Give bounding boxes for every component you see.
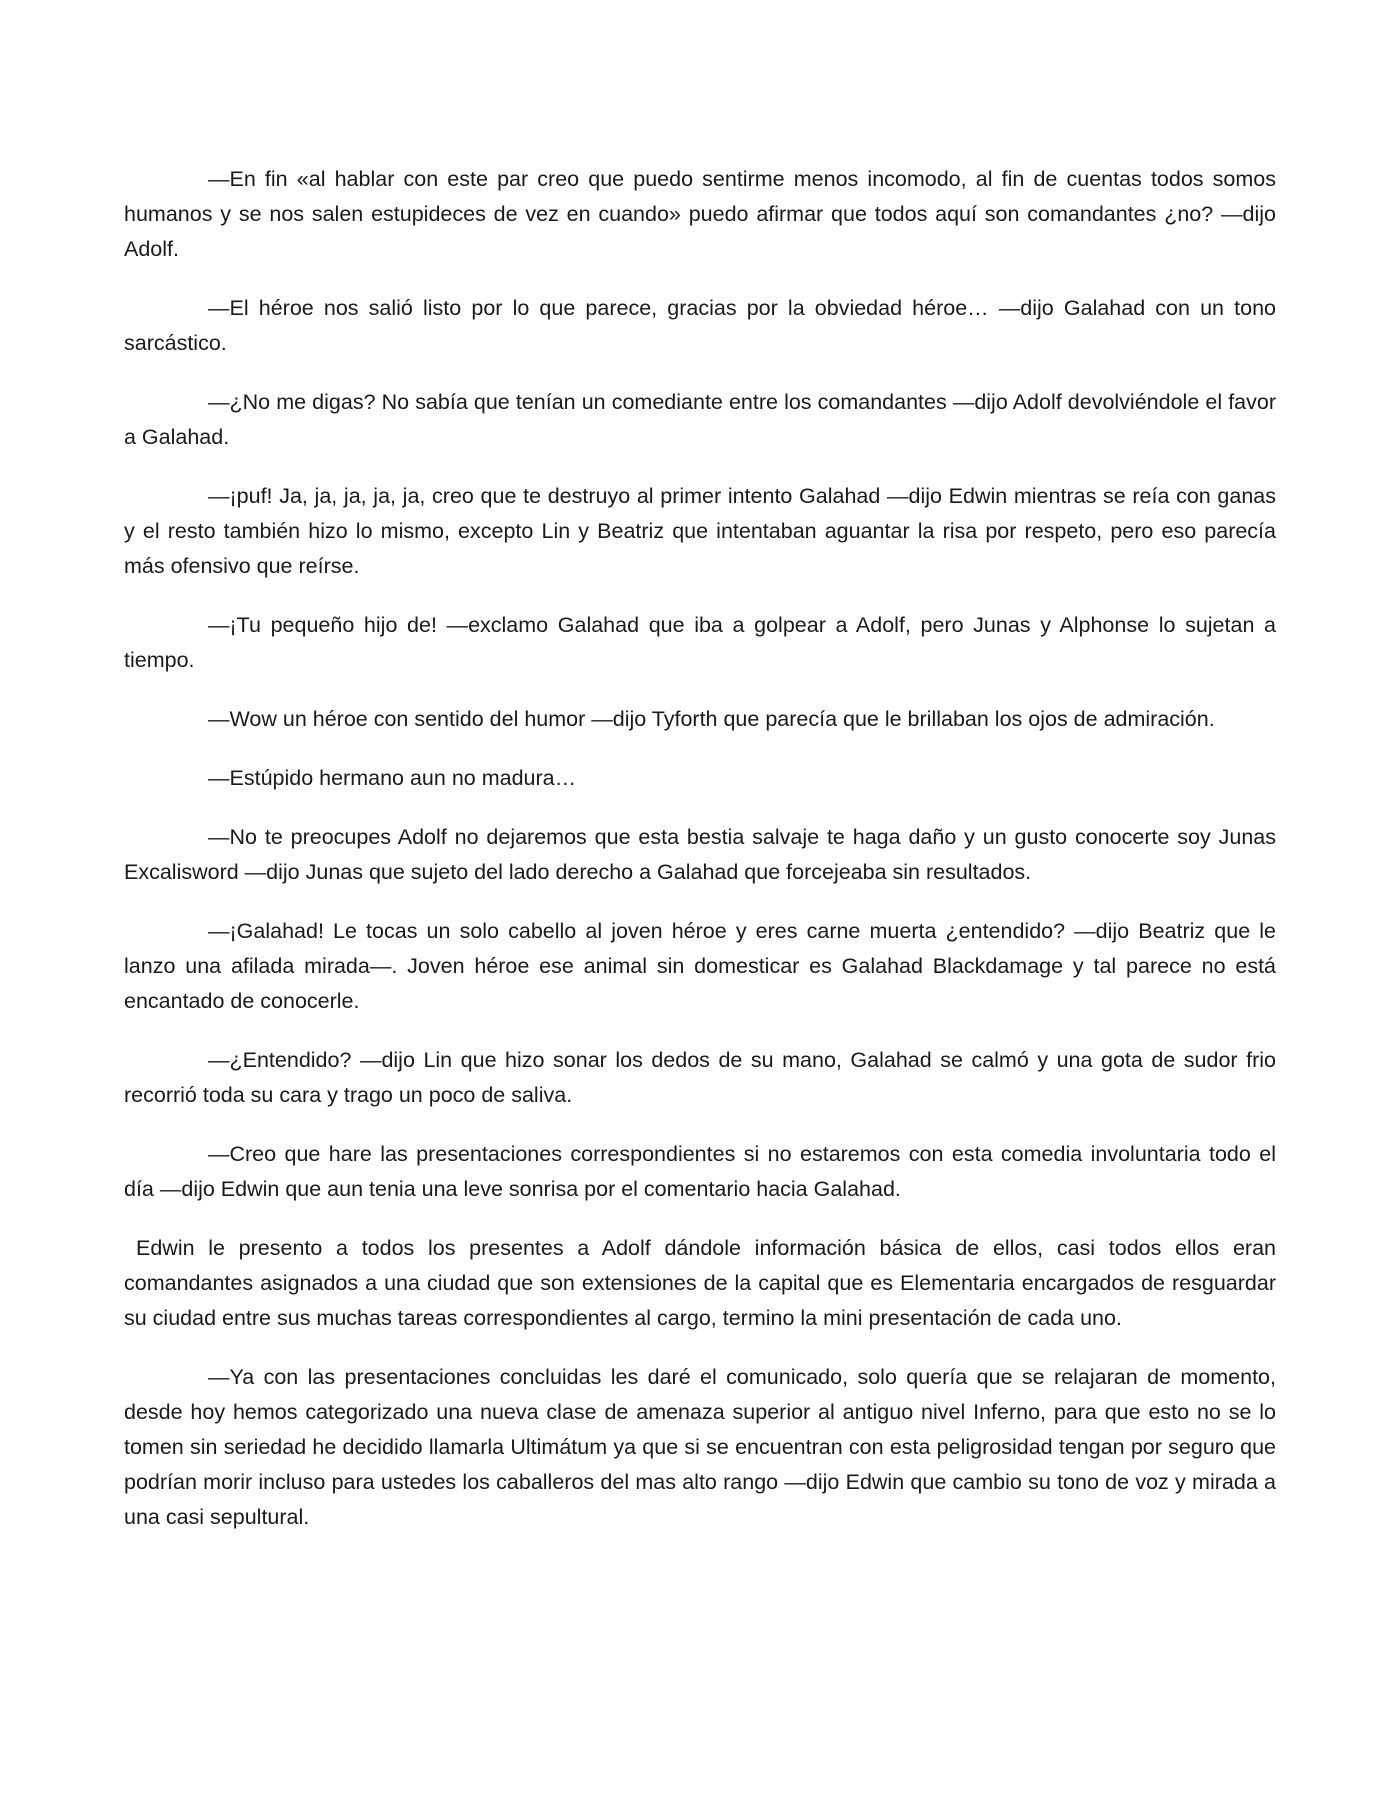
paragraph-2: —El héroe nos salió listo por lo que parece, gracias por la obviedad héroe… —dijo Galahad con un tono sarcástico.	[124, 296, 1276, 355]
paragraph-9: —¡Galahad! Le tocas un solo cabello al joven héroe y eres carne muerta ¿entendido? —dijo Beatriz que le lanzo una afilada mirada—. Joven héroe ese animal sin domesticar es Galahad Blackdamage y tal parece no está encantado de conocerle.	[124, 919, 1276, 1013]
paragraph-5: —¡Tu pequeño hijo de! —exclamo Galahad que iba a golpear a Adolf, pero Junas y Alphonse lo sujetan a tiempo.	[124, 613, 1276, 672]
document-page	[124, 162, 1276, 1559]
paragraph-6: —Wow un héroe con sentido del humor —dijo Tyforth que parecía que le brillaban los ojos de admiración.	[208, 707, 1215, 731]
paragraph-13: —Ya con las presentaciones concluidas les daré el comunicado, solo quería que se relajaran de momento, desde hoy hemos categorizado una nueva clase de amenaza superior al antiguo nivel Inferno, para que esto no se lo tomen sin seriedad he decidido llamarla Ultimátum ya que si se encuentran con esta peligrosidad tengan por seguro que podrían morir incluso para ustedes los caballeros del mas alto rango —dijo Edwin que cambio su tono de voz y mirada a una casi sepultural.	[124, 1365, 1276, 1529]
paragraph-10: —¿Entendido? —dijo Lin que hizo sonar los dedos de su mano, Galahad se calmó y una gota de sudor frio recorrió toda su cara y trago un poco de saliva.	[124, 1048, 1276, 1107]
paragraph-12: Edwin le presento a todos los presentes a Adolf dándole información básica de ellos, casi todos ellos eran comandantes asignados a una ciudad que son extensiones de la capital que es Elementaria encargados de resguardar su ciudad entre sus muchas tareas correspondientes al cargo, termino la mini presentación de cada uno.	[124, 1236, 1276, 1330]
paragraph-1: —En fin «al hablar con este par creo que puedo sentirme menos incomodo, al fin de cuentas todos somos humanos y se nos salen estupideces de vez en cuando» puedo afirmar que todos aquí son comandantes ¿no? —dijo Adolf.	[124, 167, 1276, 261]
paragraph-4: —¡puf! Ja, ja, ja, ja, ja, creo que te destruyo al primer intento Galahad —dijo Edwin mientras se reía con ganas y el resto también hizo lo mismo, excepto Lin y Beatriz que intentaban aguantar la risa por respeto, pero eso parecía más ofensivo que reírse.	[124, 484, 1276, 578]
paragraph-3: —¿No me digas? No sabía que tenían un comediante entre los comandantes —dijo Adolf devolviéndole el favor a Galahad.	[124, 390, 1276, 449]
paragraph-7: —Estúpido hermano aun no madura…	[208, 766, 577, 790]
paragraph-8: —No te preocupes Adolf no dejaremos que esta bestia salvaje te haga daño y un gusto conocerte soy Junas Excalisword —dijo Junas que sujeto del lado derecho a Galahad que forcejeaba sin resultados.	[124, 825, 1276, 884]
paragraph-11: —Creo que hare las presentaciones correspondientes si no estaremos con esta comedia involuntaria todo el día —dijo Edwin que aun tenia una leve sonrisa por el comentario hacia Galahad.	[124, 1142, 1276, 1201]
